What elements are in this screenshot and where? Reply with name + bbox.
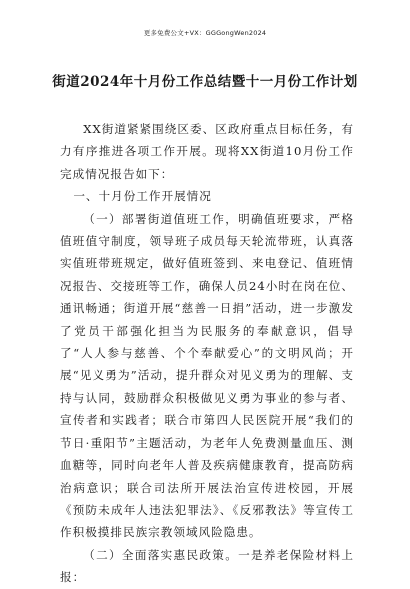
document-body (60, 118, 354, 589)
document-title: 街道2024年十月份工作总结暨十一月份工作计划 (52, 74, 358, 90)
body-paragraph: （二）全面落实惠民政策。一是养老保险材料上报： (60, 547, 354, 585)
header-note: 更多免费公文+VX：GGGongWen2024 (143, 29, 267, 37)
body-paragraph: （一）部署街道值班工作，明确值班要求，严格值班值守制度，领导班子成员每天轮流带班，认真落实值班带班规定，做好值班签到、来电登记、值班情况报告、交接班等工作，确保人员24小时在岗在位、通讯畅通；街道开展“慈善一日捐”活动，进一步激发了党员干部强化担当为民服务的奉献意识，倡导了“人人参与慈善、个个奉献爱心”的文明风尚；开展“见义勇为”活动，提升群众对见义勇为的理解、支持与认同，鼓励群众积极做见义勇为事业的参与者、宣传者和实践者；联合市第四人民医院开展“我们的节日·重阳节”主题活动，为老年人免费测量血压、测血糖等，同时向老年人普及疾病健康教育，提高防病治病意识；联合司法所开展法治宣传进校园，开展《预防未成年人违法犯罪法》、《反邪教法》等宣传工作积极摸排民族宗教领域风险隐患。 (60, 211, 354, 540)
intro-paragraph: XX街道紧紧围绕区委、区政府重点目标任务，有力有序推进各项工作开展。现将XX街道10月份工作完成情况报告如下： (60, 122, 354, 181)
section-heading: 一、十月份工作开展情况 (73, 189, 212, 204)
